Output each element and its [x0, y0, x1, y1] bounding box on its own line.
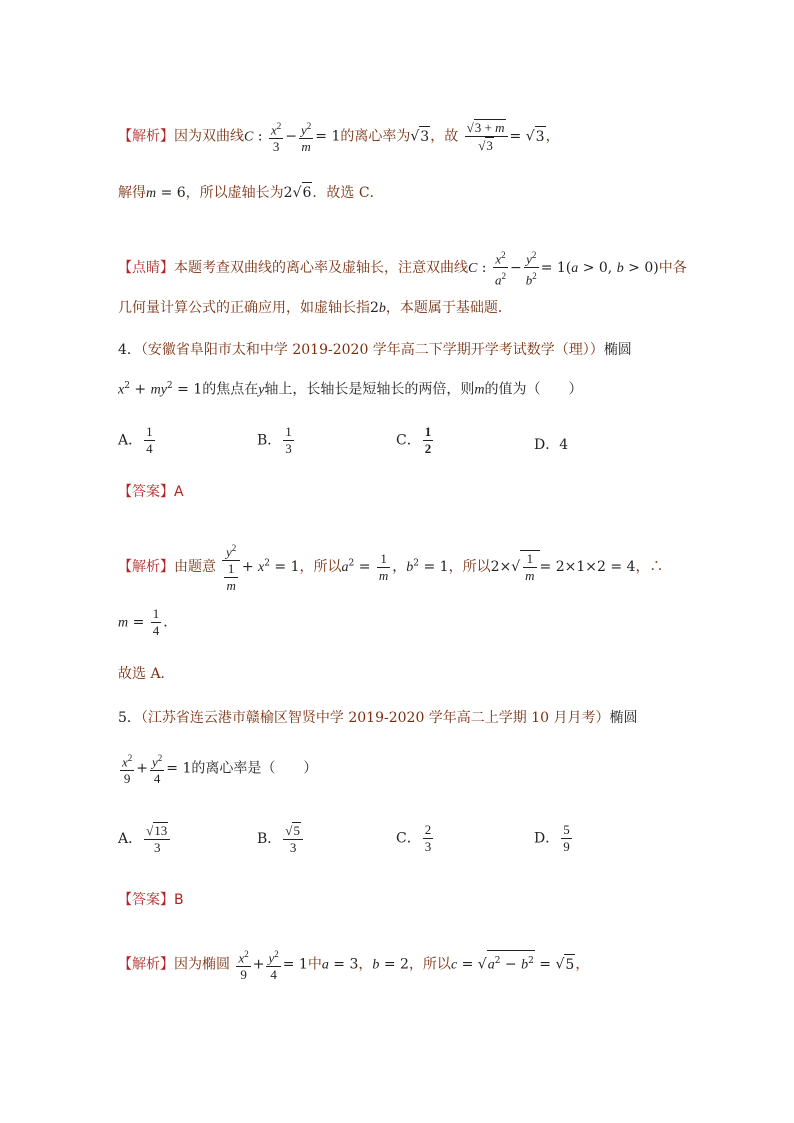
text: 解得 [118, 185, 146, 201]
fraction: $\frac{√3 + m}{√3}$ [465, 119, 508, 154]
fraction: $\frac{y^2}{\frac{1}{m}}$ [222, 540, 239, 594]
text: ．故选 C． [312, 185, 384, 201]
text: ，所以 [448, 559, 491, 576]
text: 几何量计算公式的正确应用，如虚轴长指 [118, 300, 370, 316]
analysis-tag: 【解析】 [118, 956, 174, 973]
question-4-body: $x^2 + my^2 = 1$的焦点在y轴上，长轴长是短轴长的两倍，则m的值为（ ） [118, 381, 583, 398]
text: ，所以虚轴长为 [185, 185, 284, 201]
text: 椭圆 [609, 710, 638, 726]
text: ，∴ [635, 559, 664, 576]
text: 因为双曲线 [174, 128, 244, 145]
question-source: （安徽省阜阳市太和中学 2019-2020 学年高二下学期开学考试数学（理）） [140, 342, 604, 358]
question-4-header [118, 340, 632, 360]
text: 由题意 [174, 559, 216, 576]
text: 轴上，长轴长是短轴长的两倍，则 [264, 381, 475, 398]
text: 的焦点在 [202, 381, 259, 398]
option-a: A． $\frac{1}{4}$ [118, 424, 153, 456]
question-number: 4． [118, 342, 141, 358]
solution-4-line-2: m = $\frac{1}{4}$ ． [118, 606, 178, 638]
option-c: C． $\frac{1}{2}$ [396, 424, 432, 456]
fraction: $\frac{y^2}{b^2}$ [524, 247, 539, 289]
solution-5-line-1: 【解析】因为椭圆 $\frac{x^2}{9}$ + $\frac{y^2}{4}$ = 1中a = 3，b = 2，所以$c = √a^2 - b^2 = √5$， [118, 946, 589, 983]
text: 中各 [658, 259, 687, 276]
text: ， [575, 956, 590, 973]
text: 的离心率是（ ） [191, 760, 318, 777]
fraction: $\frac{x^2}{3}$ [269, 118, 283, 155]
note-line-2: 几何量计算公式的正确应用，如虚轴长指2b，本题属于基础题． [118, 300, 512, 316]
text: 中 [307, 956, 322, 973]
fraction: $\frac{x^2}{a^2}$ [493, 247, 508, 289]
solution-line-2: 解得m = 6，所以虚轴长为2√6．故选 C． [118, 182, 384, 204]
analysis-tag: 【解析】 [118, 128, 174, 145]
solution-4-line-1: 【解析】由题意 $\frac{y^2}{\frac{1}{m}}$ + $x^2 = 1$，所以$a^2$ = $\frac{1}{m}$ ，$b^2 = 1$，所以2×√ $\frac{1}{m}$ = 2×1×2 = 4，∴ [118, 540, 663, 594]
text: 本题考查双曲线的离心率及虚轴长，注意双曲线 [174, 259, 468, 276]
option-b: B． $\frac{√5}{3}$ [257, 822, 305, 856]
answer-4: 【答案】A [118, 484, 184, 500]
text: 的离心率为 [340, 128, 411, 145]
option-d: D． $\frac{5}{9}$ [534, 822, 570, 854]
text: 因为椭圆 [174, 956, 230, 973]
solution-line-1: 【解析】因为双曲线C : $\frac{x^2}{3}$ − $\frac{y^2}{m}$ = 1的离心率为√3，故 $\frac{√3 + m}{√3}$ = √3， [118, 118, 560, 155]
note-line-1: 【点睛】本题考查双曲线的离心率及虚轴长，注意双曲线C : $\frac{x^2}{a^2}$ − $\frac{y^2}{b^2}$ = 1(a > 0, b > 0)中各 [118, 247, 687, 289]
question-5-body: $\frac{x^2}{9}$ + $\frac{y^2}{4}$ = 1的离心率是（ ） [118, 750, 317, 787]
fraction: $\frac{y^2}{m}$ [299, 118, 313, 155]
answer-5: 【答案】B [118, 892, 184, 908]
option-c: C． $\frac{2}{3}$ [396, 822, 432, 854]
text: ，故 [430, 128, 459, 145]
text: ，本题属于基础题． [385, 300, 512, 316]
note-tag: 【点睛】 [118, 259, 174, 276]
text: ， [545, 128, 560, 145]
text: ， [392, 559, 407, 576]
text: ，所以 [299, 559, 342, 576]
text: 的值为（ ） [484, 381, 583, 398]
option-a: A． $\frac{√13}{3}$ [118, 822, 172, 856]
solution-4-line-3: 故选 A． [118, 666, 175, 682]
text: ，所以 [408, 956, 451, 973]
option-d: D．4 [534, 437, 569, 453]
question-number: 5． [118, 710, 141, 726]
analysis-tag: 【解析】 [118, 559, 174, 576]
text: 椭圆 [603, 342, 632, 358]
option-b: B． $\frac{1}{3}$ [257, 424, 292, 456]
text: ． [163, 614, 178, 631]
question-5-header [118, 708, 638, 728]
text: ， [358, 956, 373, 973]
question-source: （江苏省连云港市赣榆区智贤中学 2019-2020 学年高二上学期 10 月月考） [140, 710, 610, 726]
